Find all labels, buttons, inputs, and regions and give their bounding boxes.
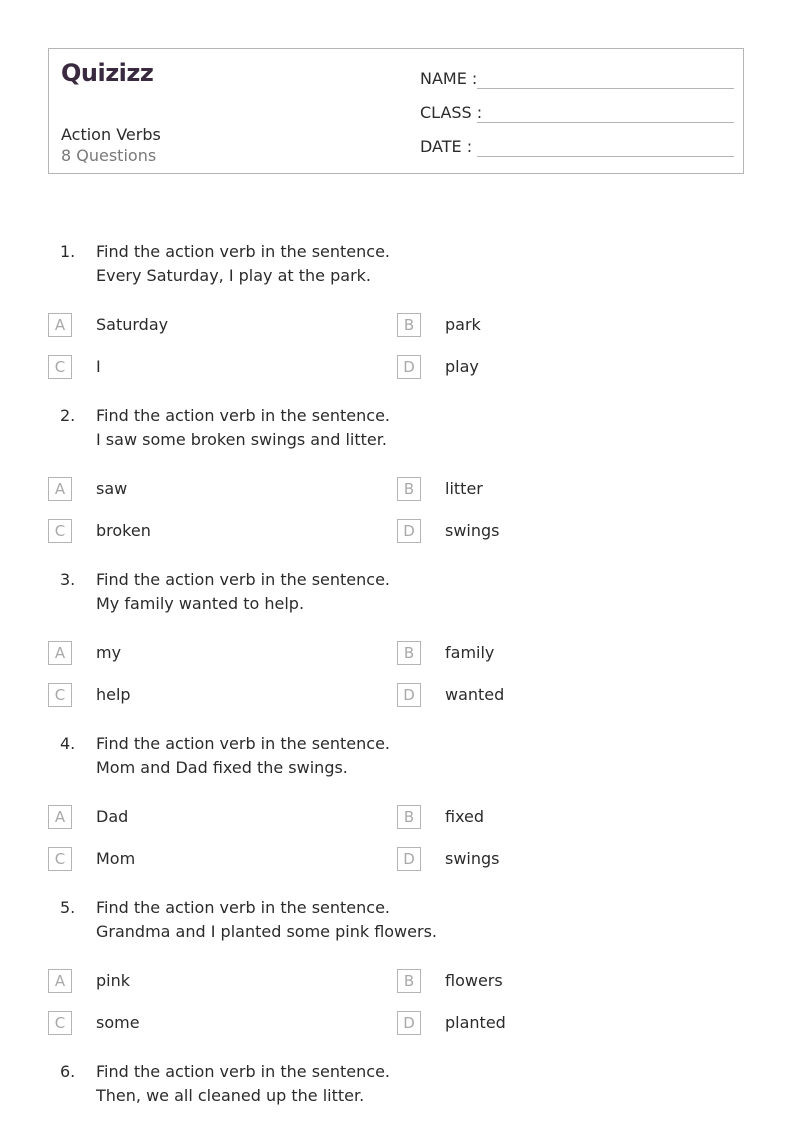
option-letter-box[interactable]: A [48, 641, 72, 665]
question-count: 8 Questions [61, 146, 157, 165]
option-text: I [96, 357, 101, 376]
worksheet-title: Action Verbs [61, 125, 161, 144]
option-letter-box[interactable]: C [48, 355, 72, 379]
question-sentence: I saw some broken swings and litter. [96, 430, 387, 449]
option-letter-box[interactable]: C [48, 1011, 72, 1035]
option-text: pink [96, 971, 131, 990]
question-prompt: Find the action verb in the sentence. [96, 898, 390, 917]
option-letter-box[interactable]: D [397, 355, 421, 379]
option-letter-box[interactable]: B [397, 805, 421, 829]
date-label: DATE : [420, 137, 473, 156]
option-letter-box[interactable]: A [48, 969, 72, 993]
name-label: NAME : [420, 69, 478, 88]
option-letter-box[interactable]: C [48, 519, 72, 543]
option-letter-box[interactable]: B [397, 969, 421, 993]
option-letter-box[interactable]: A [48, 477, 72, 501]
date-field[interactable] [420, 135, 734, 159]
option-text: park [445, 315, 481, 334]
option-text: some [96, 1013, 140, 1032]
question-3 [0, 568, 794, 648]
question-prompt: Find the action verb in the sentence. [96, 570, 390, 589]
question-number: 5. [60, 898, 76, 917]
option-text: planted [445, 1013, 506, 1032]
option-letter-box[interactable]: D [397, 847, 421, 871]
option-letter-box[interactable]: A [48, 805, 72, 829]
question-number: 2. [60, 406, 76, 425]
name-line[interactable] [477, 88, 734, 89]
option-text: swings [445, 849, 500, 868]
option-letter-box[interactable]: D [397, 519, 421, 543]
question-prompt: Find the action verb in the sentence. [96, 242, 390, 261]
question-prompt: Find the action verb in the sentence. [96, 1062, 390, 1081]
quizizz-logo: Quizizz [61, 59, 154, 87]
option-text: swings [445, 521, 500, 540]
option-text: fixed [445, 807, 485, 826]
option-letter-box[interactable]: C [48, 683, 72, 707]
option-letter-box[interactable]: D [397, 1011, 421, 1035]
option-letter-box[interactable]: B [397, 641, 421, 665]
question-sentence: Mom and Dad fixed the swings. [96, 758, 348, 777]
question-1 [0, 240, 794, 320]
question-sentence: Then, we all cleaned up the litter. [96, 1086, 365, 1105]
class-field[interactable] [420, 101, 734, 125]
option-text: wanted [445, 685, 505, 704]
question-4 [0, 732, 794, 812]
option-text: litter [445, 479, 483, 498]
question-6 [0, 1060, 794, 1116]
option-letter-box[interactable]: C [48, 847, 72, 871]
option-text: Saturday [96, 315, 169, 334]
option-text: Mom [96, 849, 136, 868]
question-number: 6. [60, 1062, 76, 1081]
option-text: help [96, 685, 131, 704]
class-line[interactable] [477, 122, 734, 123]
question-sentence: Every Saturday, I play at the park. [96, 266, 371, 285]
option-text: my [96, 643, 122, 662]
date-line[interactable] [477, 156, 734, 157]
question-number: 3. [60, 570, 76, 589]
question-number: 1. [60, 242, 76, 261]
option-text: saw [96, 479, 128, 498]
option-text: broken [96, 521, 151, 540]
option-text: flowers [445, 971, 503, 990]
worksheet-header [48, 48, 744, 174]
question-number: 4. [60, 734, 76, 753]
option-text: family [445, 643, 495, 662]
option-letter-box[interactable]: B [397, 477, 421, 501]
name-field[interactable] [420, 67, 734, 91]
option-letter-box[interactable]: B [397, 313, 421, 337]
question-prompt: Find the action verb in the sentence. [96, 734, 390, 753]
question-sentence: My family wanted to help. [96, 594, 305, 613]
question-prompt: Find the action verb in the sentence. [96, 406, 390, 425]
option-text: play [445, 357, 479, 376]
class-label: CLASS : [420, 103, 483, 122]
option-text: Dad [96, 807, 129, 826]
option-letter-box[interactable]: A [48, 313, 72, 337]
question-5 [0, 896, 794, 976]
question-sentence: Grandma and I planted some pink flowers. [96, 922, 437, 941]
option-letter-box[interactable]: D [397, 683, 421, 707]
question-2 [0, 404, 794, 484]
